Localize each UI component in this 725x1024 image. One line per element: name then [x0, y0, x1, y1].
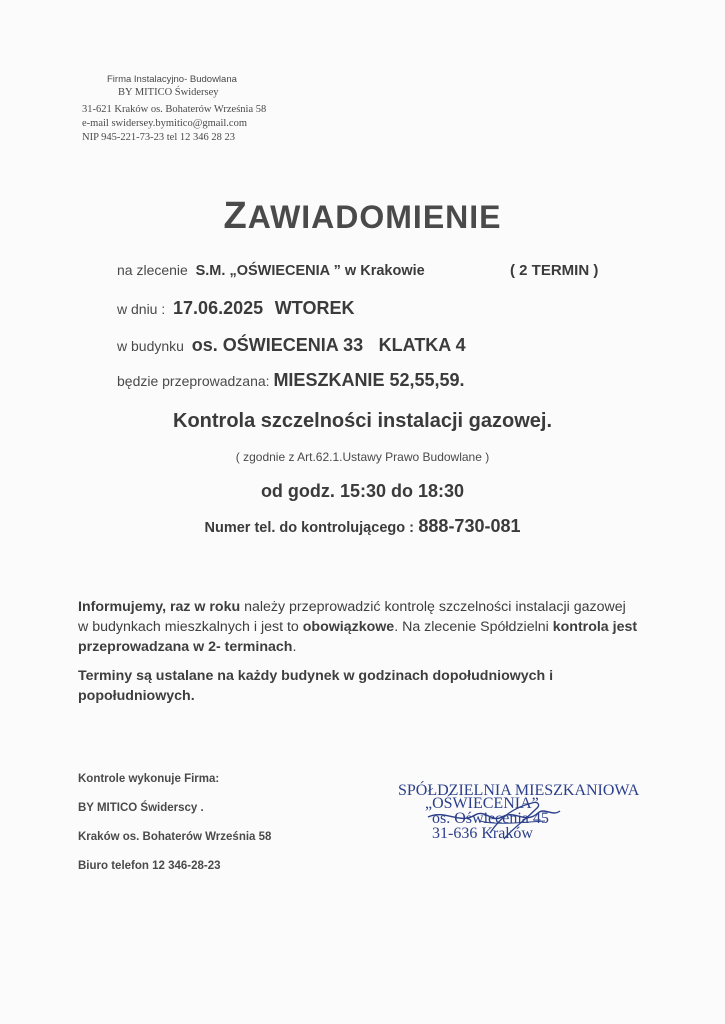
apartments-line: [117, 370, 465, 391]
phone-label: Numer tel. do kontrolującego :: [204, 520, 414, 536]
hours-line: [0, 481, 725, 502]
footer-company-name: BY MITICO Świderscy .: [78, 802, 204, 814]
legal-basis: ( zgodnie z Art.62.1.Ustawy Prawo Budowlane ): [235, 450, 490, 464]
footer-contractor-label: Kontrole wykonuje Firma:: [78, 773, 220, 785]
stamp-line-1: SPÓŁDZIELNIA MIESZKANIOWA: [398, 782, 640, 799]
footer-phone: Biuro telefon 12 346-28-23: [78, 860, 221, 872]
phone-number: 888-730-081: [418, 516, 521, 536]
term-number: ( 2 TERMIN ): [510, 262, 599, 279]
company-address: 31-621 Kraków os. Bohaterów Września 58: [82, 104, 267, 115]
info-text-1: należy przeprowadzić kontrolę szczelności instalacji gazowej w budynkach mieszkalnych i jest to: [78, 599, 626, 635]
info-emphasis-yearly: Informujemy, raz w roku: [78, 599, 241, 615]
date-weekday: WTOREK: [274, 298, 355, 318]
building-address: os. OŚWIECENIA 33: [191, 335, 364, 355]
title-initial: Z: [223, 195, 248, 237]
hours-to: 18:30: [418, 481, 465, 501]
company-email: e-mail swidersey.bymitico@gmail.com: [82, 118, 247, 129]
stamp-line-3: os. Oświecenia 45: [432, 810, 549, 827]
stamp-line-2: „OŚWIECENIA”: [425, 795, 539, 812]
order-line: [117, 262, 425, 279]
date-prefix: w dniu :: [117, 301, 166, 317]
info-emphasis-mandatory: obowiązkowe: [302, 619, 395, 635]
signature-icon: [420, 795, 570, 845]
inspection-heading: Kontrola szczelności instalacji gazowej.: [173, 410, 552, 432]
order-client: S.M. „OŚWIECENIA ” w Krakowie: [195, 263, 425, 279]
date-line: [117, 298, 354, 319]
document-title: [0, 195, 725, 238]
date-value: 17.06.2025: [173, 298, 264, 318]
phone-line: [0, 516, 725, 537]
info-text-2: . Na zlecenie Spółdzielni: [394, 619, 553, 635]
company-nip-tel: NIP 945-221-73-23 tel 12 346 28 23: [82, 132, 236, 143]
stamp-line-4: 31-636 Kraków: [432, 825, 533, 842]
info-emphasis-terms: kontrola jest przeprowadzana w 2- terminach: [78, 619, 638, 655]
hours-mid: do: [391, 481, 413, 501]
apartments-value: MIESZKANIE 52,55,59.: [273, 370, 465, 390]
hours-from: 15:30: [339, 481, 386, 501]
company-line-1: Firma Instalacyjno- Budowlana: [107, 74, 237, 85]
title-rest: AWIADOMIENIE: [247, 199, 502, 235]
info-text-3: .: [292, 639, 297, 655]
company-line-2: BY MITICO Świdersey: [118, 87, 219, 98]
building-line: [117, 335, 466, 356]
apartments-prefix: będzie przeprowadzana:: [117, 373, 270, 389]
info-paragraph-1: [78, 597, 638, 657]
order-prefix: na zlecenie: [117, 262, 188, 278]
info-paragraph-2: Terminy są ustalane na każdy budynek w godzinach dopołudniowych i popołudniowych.: [78, 668, 554, 704]
building-prefix: w budynku: [117, 338, 184, 354]
building-staircase: KLATKA 4: [378, 335, 466, 355]
footer-address: Kraków os. Bohaterów Września 58: [78, 831, 272, 843]
hours-prefix: od godz.: [260, 481, 335, 501]
